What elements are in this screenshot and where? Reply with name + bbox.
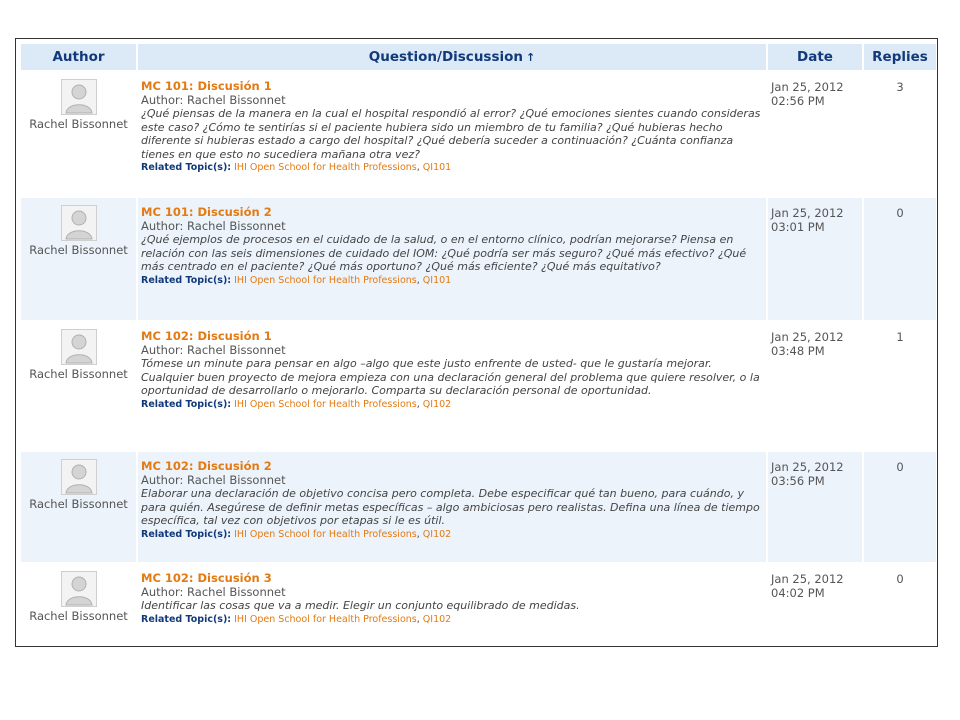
replies-count: 0 [864, 198, 936, 320]
post-date: Jan 25, 2012 [771, 80, 844, 94]
discussion-author: Author: Rachel Bissonnet [141, 93, 286, 107]
topic-separator: , [416, 528, 420, 540]
topic-link[interactable]: QI102 [422, 398, 452, 410]
discussion-body: ¿Qué piensas de la manera en la cual el hospital respondió al error? ¿Qué emociones sientes cuando consideras este caso? ¿Cómo te sentirías si el paciente hubiera sido un miembro de tu familia? ¿Qué hubieras hecho diferente si hubieras estado a cargo del hospital? ¿Qué debería suceder a continuación? ¿Cuánta confianza tienes en que esto no sucediera mañana otra vez? [141, 107, 761, 161]
date-cell [768, 72, 862, 196]
discussion-author: Author: Rachel Bissonnet [141, 219, 286, 233]
related-topics [141, 528, 762, 542]
post-time: 03:48 PM [771, 344, 825, 358]
topic-link[interactable]: QI101 [422, 274, 452, 286]
author-name: Rachel Bissonnet [29, 117, 128, 131]
author-cell [21, 322, 136, 450]
discussion-author: Author: Rachel Bissonnet [141, 343, 286, 357]
question-cell [138, 198, 766, 320]
author-cell [21, 564, 136, 646]
user-silhouette-icon [62, 460, 96, 494]
replies-count: 0 [864, 564, 936, 646]
discussion-body: Elaborar una declaración de objetivo concisa pero completa. Debe especificar qué tan bueno, para cuándo, y para quién. Asegúrese de definir metas específicas – algo ambiciosas pero realistas. Defina una línea de tiempo específica, tal vez con objetivos por etapas si le es útil. [141, 487, 760, 527]
avatar[interactable] [61, 459, 97, 495]
topic-separator: , [416, 613, 420, 625]
related-topics [141, 398, 762, 412]
related-topics [141, 161, 762, 175]
user-silhouette-icon [62, 80, 96, 114]
user-silhouette-icon [62, 572, 96, 606]
discussion-body: Tómese un minute para pensar en algo –algo que este justo enfrente de usted- que le gustaría mejorar. Cualquier buen proyecto de mejora empieza con una declaración general del problema que quiere resolver, o la oportunidad de desarrollarlo o mejorarlo. Comparta su declaración personal de oportunidad. [141, 357, 760, 397]
author-column-header[interactable]: Author [21, 44, 136, 70]
author-cell [21, 198, 136, 320]
related-topics [141, 613, 762, 627]
user-silhouette-icon [62, 330, 96, 364]
question-cell [138, 452, 766, 562]
replies-column-header[interactable]: Replies [864, 44, 936, 70]
question-cell [138, 72, 766, 196]
author-cell [21, 72, 136, 196]
date-cell [768, 198, 862, 320]
discussion-panel [15, 38, 938, 647]
topic-link[interactable]: QI102 [422, 528, 452, 540]
post-date: Jan 25, 2012 [771, 206, 844, 220]
table-header-row [21, 44, 936, 70]
question-cell [138, 322, 766, 450]
topic-separator: , [416, 274, 420, 286]
related-topics-label: Related Topic(s): [141, 528, 232, 540]
related-topics-label: Related Topic(s): [141, 613, 232, 625]
related-topics [141, 274, 762, 288]
date-cell [768, 564, 862, 646]
sort-ascending-icon: ↑ [526, 51, 536, 64]
discussion-author: Author: Rachel Bissonnet [141, 585, 286, 599]
post-date: Jan 25, 2012 [771, 460, 844, 474]
topic-link[interactable]: IHI Open School for Health Professions [234, 528, 417, 540]
discussion-table [19, 42, 938, 648]
topic-link[interactable]: QI102 [422, 613, 452, 625]
discussion-body: ¿Qué ejemplos de procesos en el cuidado de la salud, o en el entorno clínico, podrían mejorarse? Piensa en relación con las seis dimensiones de cuidado del IOM: ¿Qué podría ser más seguro? ¿Qué más efectivo? ¿Qué más centrado en el paciente? ¿Qué más oportuno? ¿Qué más eficiente? ¿Qué más equitativo? [141, 233, 747, 273]
date-cell [768, 322, 862, 450]
topic-separator: , [416, 162, 420, 173]
user-silhouette-icon [62, 206, 96, 240]
replies-count: 3 [864, 72, 936, 196]
discussion-title-link[interactable]: MC 102: Discusión 3 [141, 571, 272, 585]
table-row [21, 452, 936, 562]
post-time: 03:01 PM [771, 220, 825, 234]
topic-link[interactable]: IHI Open School for Health Professions [234, 398, 417, 410]
replies-count: 0 [864, 452, 936, 562]
table-row [21, 198, 936, 320]
author-name: Rachel Bissonnet [29, 243, 128, 257]
avatar[interactable] [61, 571, 97, 607]
post-time: 02:56 PM [771, 94, 825, 108]
table-row [21, 564, 936, 646]
discussion-title-link[interactable]: MC 102: Discusión 2 [141, 459, 272, 473]
post-time: 04:02 PM [771, 586, 825, 600]
author-name: Rachel Bissonnet [29, 609, 128, 623]
avatar[interactable] [61, 205, 97, 241]
post-date: Jan 25, 2012 [771, 330, 844, 344]
date-column-header[interactable]: Date [768, 44, 862, 70]
discussion-body: Identificar las cosas que va a medir. Elegir un conjunto equilibrado de medidas. [141, 599, 580, 612]
discussion-title-link[interactable]: MC 101: Discusión 2 [141, 205, 272, 219]
topic-link[interactable]: IHI Open School for Health Professions [234, 162, 417, 173]
post-date: Jan 25, 2012 [771, 572, 844, 586]
author-name: Rachel Bissonnet [29, 497, 128, 511]
related-topics-label: Related Topic(s): [141, 162, 232, 173]
author-cell [21, 452, 136, 562]
question-column-header[interactable]: Question/Discussion ↑ [138, 44, 766, 70]
table-row [21, 322, 936, 450]
avatar[interactable] [61, 329, 97, 365]
post-time: 03:56 PM [771, 474, 825, 488]
related-topics-label: Related Topic(s): [141, 398, 232, 410]
table-row [21, 72, 936, 196]
topic-link[interactable]: IHI Open School for Health Professions [234, 613, 417, 625]
discussion-author: Author: Rachel Bissonnet [141, 473, 286, 487]
discussion-title-link[interactable]: MC 101: Discusión 1 [141, 79, 272, 93]
topic-link[interactable]: IHI Open School for Health Professions [234, 274, 417, 286]
topic-link[interactable]: QI101 [422, 162, 452, 173]
avatar[interactable] [61, 79, 97, 115]
date-cell [768, 452, 862, 562]
related-topics-label: Related Topic(s): [141, 274, 232, 286]
question-cell [138, 564, 766, 646]
discussion-title-link[interactable]: MC 102: Discusión 1 [141, 329, 272, 343]
author-name: Rachel Bissonnet [29, 367, 128, 381]
topic-separator: , [416, 398, 420, 410]
replies-count: 1 [864, 322, 936, 450]
